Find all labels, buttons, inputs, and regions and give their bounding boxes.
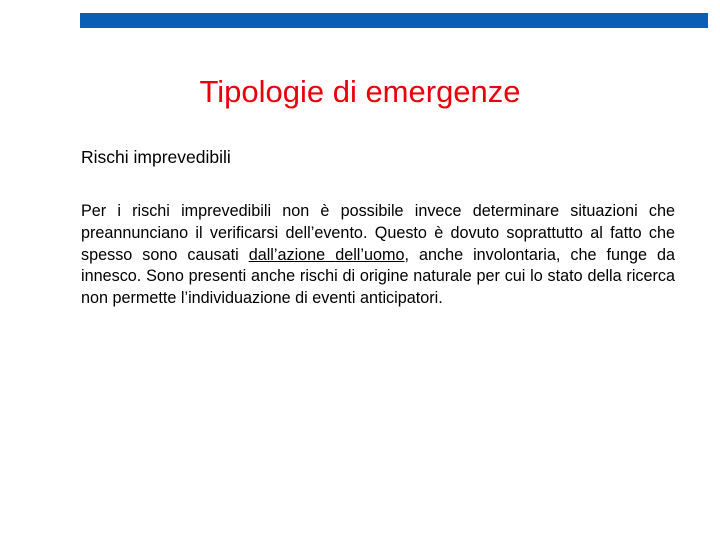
- slide-title: Tipologie di emergenze: [199, 74, 521, 109]
- underlined-word-1: dall’azione: [248, 245, 326, 264]
- underlined-word-2: dell’uomo: [335, 245, 405, 264]
- paragraph-text-start: Per i rischi imprevedibili non è possibile invece determinare situazioni che preannunciano il verificarsi dell’evento. Questo è dovuto soprattutto al fatto che spesso sono causati: [81, 202, 675, 264]
- paragraph-text-end: , anche involontaria, che funge da innesco. Sono presenti anche rischi di origine naturale per cui lo stato della ricerca non permette l’individuazione di eventi anticipatori.: [81, 245, 675, 308]
- body-paragraph: [81, 201, 675, 310]
- top-accent-bar: [80, 13, 708, 28]
- section-subtitle: Rischi imprevedibili: [81, 147, 231, 167]
- underlined-phrase: [249, 246, 405, 264]
- underlined-space: [325, 246, 335, 264]
